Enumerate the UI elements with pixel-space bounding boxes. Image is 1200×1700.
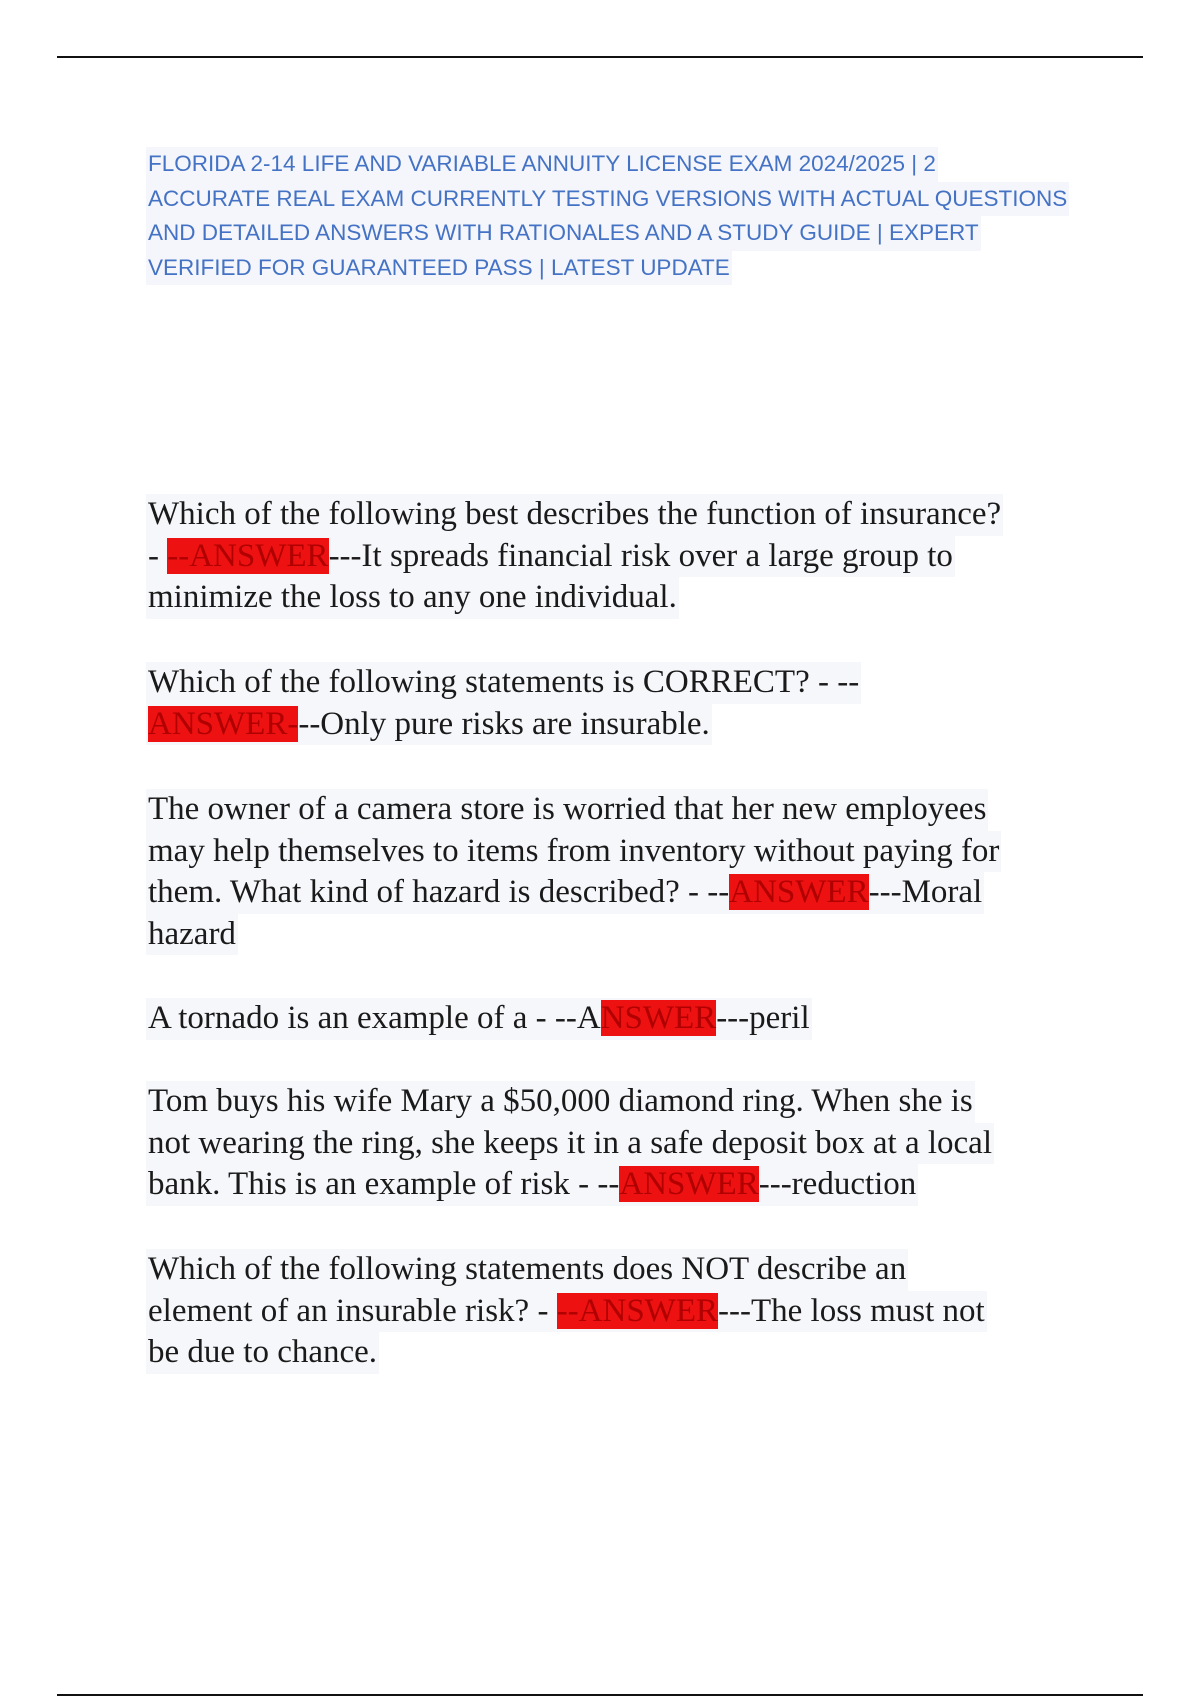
title-line: FLORIDA 2-14 LIFE AND VARIABLE ANNUITY LICENSE EXAM 2024/2025 | 2 <box>146 147 938 182</box>
document-title <box>146 147 1146 285</box>
qa-line: Which of the following best describes the function of insurance? <box>146 494 1003 536</box>
answer-text: ---peril <box>716 1000 810 1036</box>
answer-highlight: --ANSWER <box>167 537 329 574</box>
qa-line: Which of the following statements is CORRECT? - -- <box>146 662 861 704</box>
qa-item-6 <box>146 1249 1146 1374</box>
answer-highlight: ANSWER <box>729 874 869 910</box>
qa-line: hazard <box>146 914 238 956</box>
qa-line <box>146 704 712 746</box>
answer-highlight: NSWER <box>600 1000 717 1036</box>
qa-line: not wearing the ring, she keeps it in a safe deposit box at a local <box>146 1123 994 1165</box>
qa-line <box>146 1291 987 1333</box>
bottom-rule <box>57 1694 1143 1696</box>
qa-line: be due to chance. <box>146 1332 379 1374</box>
qa-text: - <box>148 537 168 574</box>
qa-line: Which of the following statements does NOT describe an <box>146 1249 908 1291</box>
qa-item-5 <box>146 1081 1146 1206</box>
qa-line <box>146 872 984 914</box>
qa-item-2 <box>146 662 1146 745</box>
qa-line <box>146 536 955 578</box>
qa-line <box>146 998 812 1040</box>
answer-text: ---It spreads financial risk over a large group to <box>328 537 953 574</box>
qa-line: The owner of a camera store is worried that her new employees <box>146 789 988 831</box>
answer-text: ---Moral <box>868 874 983 910</box>
answer-highlight: --ANSWER <box>556 1292 718 1329</box>
top-rule <box>57 56 1143 58</box>
qa-line: minimize the loss to any one individual. <box>146 577 679 619</box>
qa-text: A tornado is an example of a - --A <box>148 1000 601 1036</box>
qa-item-1 <box>146 494 1146 619</box>
qa-item-3 <box>146 789 1146 955</box>
qa-text: them. What kind of hazard is described? - -- <box>148 874 730 910</box>
title-line: ACCURATE REAL EXAM CURRENTLY TESTING VERSIONS WITH ACTUAL QUESTIONS <box>146 182 1069 217</box>
answer-highlight: ANSWER- <box>148 705 299 742</box>
qa-item-4 <box>146 998 1146 1040</box>
answer-highlight: ANSWER <box>619 1166 759 1202</box>
answer-text: ---The loss must not <box>718 1292 985 1329</box>
answer-text: --Only pure risks are insurable. <box>298 705 710 742</box>
title-line: AND DETAILED ANSWERS WITH RATIONALES AND A STUDY GUIDE | EXPERT <box>146 216 981 251</box>
qa-line: may help themselves to items from inventory without paying for <box>146 831 1001 873</box>
qa-text: element of an insurable risk? - <box>148 1292 557 1329</box>
qa-text: bank. This is an example of risk - -- <box>148 1166 620 1202</box>
title-line: VERIFIED FOR GUARANTEED PASS | LATEST UPDATE <box>146 251 732 286</box>
answer-text: ---reduction <box>758 1166 917 1202</box>
qa-line: Tom buys his wife Mary a $50,000 diamond ring. When she is <box>146 1081 975 1123</box>
qa-line <box>146 1164 918 1206</box>
